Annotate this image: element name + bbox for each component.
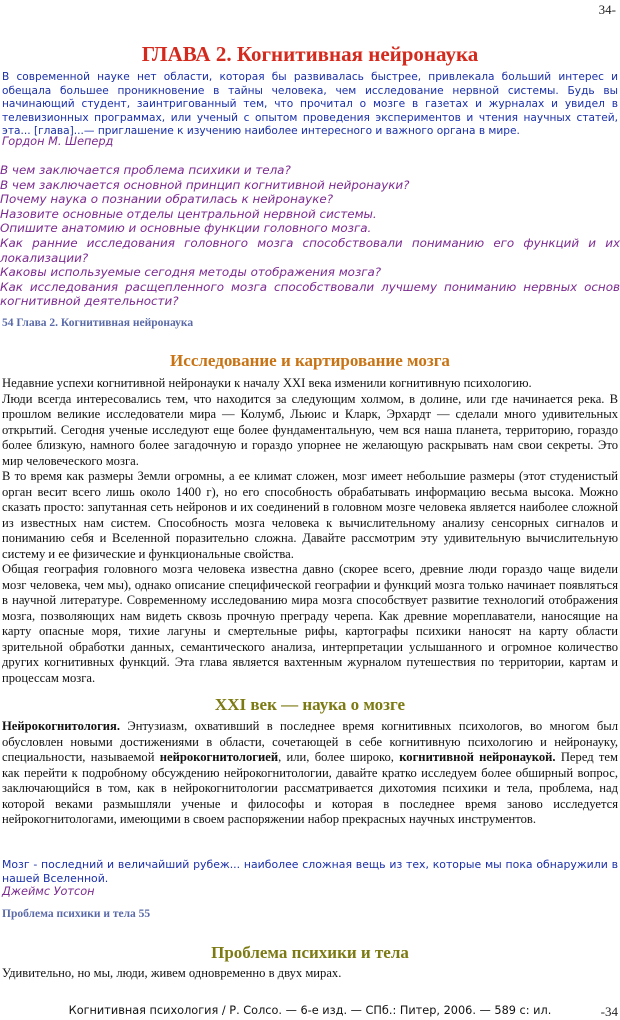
running-header-ref: Проблема психики и тела 55 xyxy=(2,908,151,920)
paragraph: Люди всегда интересовались тем, что находится за следующим холмом, в долине, или где начинается река. В прошлом великие исследователи мира — Колумб, Льюис и Кларк, Эрхардт — сделали много удивительных открытий. Сегодня ученые исследуют еще более фундаментальную, чем вся наша планета, территорию, гораздо более близкую, намного более загадочную и гораздо упорнее не желающую раскрывать нам свои секреты. Это мир человеческого мозга. xyxy=(2,391,618,468)
term-bold: Нейрокогнитология. xyxy=(2,719,121,733)
section-title-mapping: Исследование и картирование мозга xyxy=(170,351,450,370)
question-item: Как ранние исследования головного мозга способствовали пониманию его функций и их локализации? xyxy=(0,235,620,265)
section-body-mapping xyxy=(2,376,618,686)
quote-text: Мозг - последний и величайший рубеж... наиболее сложная вещь из тех, которые мы пока обнаружили в нашей Вселенной. xyxy=(2,858,618,885)
question-item: Опишите анатомию и основные функции головного мозга. xyxy=(0,221,372,236)
term-bold: нейрокогнитологией xyxy=(159,750,279,764)
question-item: Почему наука о познании обратилась к нейронауке? xyxy=(0,192,334,207)
paragraph: В то время как размеры Земли огромны, а ее климат сложен, мозг имеет небольшие размеры (этот студенистый орган весит всего лишь около 1400 г), но его способность обрабатывать информацию весьма высока. Можно сказать просто: запутанная сеть нейронов и их соединений в головном мозге человека является наиболее сложной из известных нам систем. Способность мозга человека к вычислительному анализу сенсорных сигналов и пониманию себя и Вселенной поразительно сложна. Давайте рассмотрим эту удивительную вычислительную систему и ее физические и функциональные свойства. xyxy=(2,469,618,561)
epigraph-author: Гордон М. Шеперд xyxy=(2,135,114,148)
quote-author: Джеймс Уотсон xyxy=(2,885,95,898)
paragraph: Недавние успехи когнитивной нейронауки к началу XXI века изменили когнитивную психологию. xyxy=(2,376,532,390)
paragraph: Нейрокогнитология. Энтузиазм, охвативший в последнее время когнитивных психологов, во многом был обусловлен новыми достижениями в области, сочетающей в себе когнитивную психологию и нейронауку, специальности, называемой нейрокогнитологией, или, более широко, когнитивной нейронаукой. Перед тем как перейти к подробному обсуждению нейрокогнитологии, давайте кратко исследуем более обширный вопрос, заключающийся в том, как в нейрокогнитологии рассматривается дихотомия психики и тела, проблема, над которой веками размышляли ученые и философы и которая в последнее время заново исследуется нейрокогнитологами, имеющими в своем распоряжении набор прекрасных научных инструментов. xyxy=(2,719,618,826)
question-item: Как исследования расщепленного мозга способствовали лучшему пониманию нервных основ когнитивной деятельности? xyxy=(0,279,620,309)
section-body-xxi xyxy=(2,719,618,828)
page-number-bottom: -34 xyxy=(600,1004,618,1019)
question-item: Каковы используемые сегодня методы отображения мозга? xyxy=(0,265,382,280)
term-bold: когнитивной нейронаукой. xyxy=(399,750,556,764)
epigraph-text: В современной науке нет области, которая бы развивалась быстрее, привлекала больший интерес и обещала большее проникновение в тайны человека, чем исследование нервной системы. Будь вы начинающий студент, заинтригованный тем, что прочитал о мозге в газетах и журналах и увидел в телевизионных программах, или ученый с опытом проведения экспериментов и чтения научных статей, эта... [глава]...— приглашение к изучению наиболее интересного и важного органа в мире. xyxy=(2,71,618,137)
review-questions xyxy=(0,163,620,309)
running-header-ref: 54 Глава 2. Когнитивная нейронаука xyxy=(2,317,194,329)
page-number-top: 34- xyxy=(598,2,616,17)
chapter-title: ГЛАВА 2. Когнитивная нейронаука xyxy=(141,42,479,66)
paragraph: Общая география головного мозга человека известна давно (скорее всего, древние люди гораздо чаще видели мозг человека, чем мы), однако описание специфической географии и функций мозга только начинает появляться в научной литературе. Современному исследованию мира мозга способствует развитие технологий отображения мозга, позволяющих нам видеть сквозь прочную преграду черепа. Как древние мореплаватели, наносящие на карту опасные моря, тихие лагуны и смертельные рифы, картографы психики наносят на карту области зрительной обработки данных, семантического анализа, интерпретации услышанного и огромное количество других когнитивных функций. Эта глава является вахтенным журналом путешествия по территории, картам и процессам мозга. xyxy=(2,562,618,685)
footer-citation: Когнитивная психология / Р. Солсо. — 6-е изд. — СПб.: Питер, 2006. — 589 с: ил. xyxy=(68,1004,552,1017)
question-item: В чем заключается основной принцип когнитивной нейронауки? xyxy=(0,177,410,192)
question-item: Назовите основные отделы центральной нервной системы. xyxy=(0,206,377,221)
section-title-mind-body: Проблема психики и тела xyxy=(211,943,409,962)
question-item: В чем заключается проблема психики и тела? xyxy=(0,163,291,177)
section-body-mind-body: Удивительно, но мы, люди, живем одновременно в двух мирах. xyxy=(2,966,342,980)
section-title-xxi: XXI век — наука о мозге xyxy=(214,695,406,714)
